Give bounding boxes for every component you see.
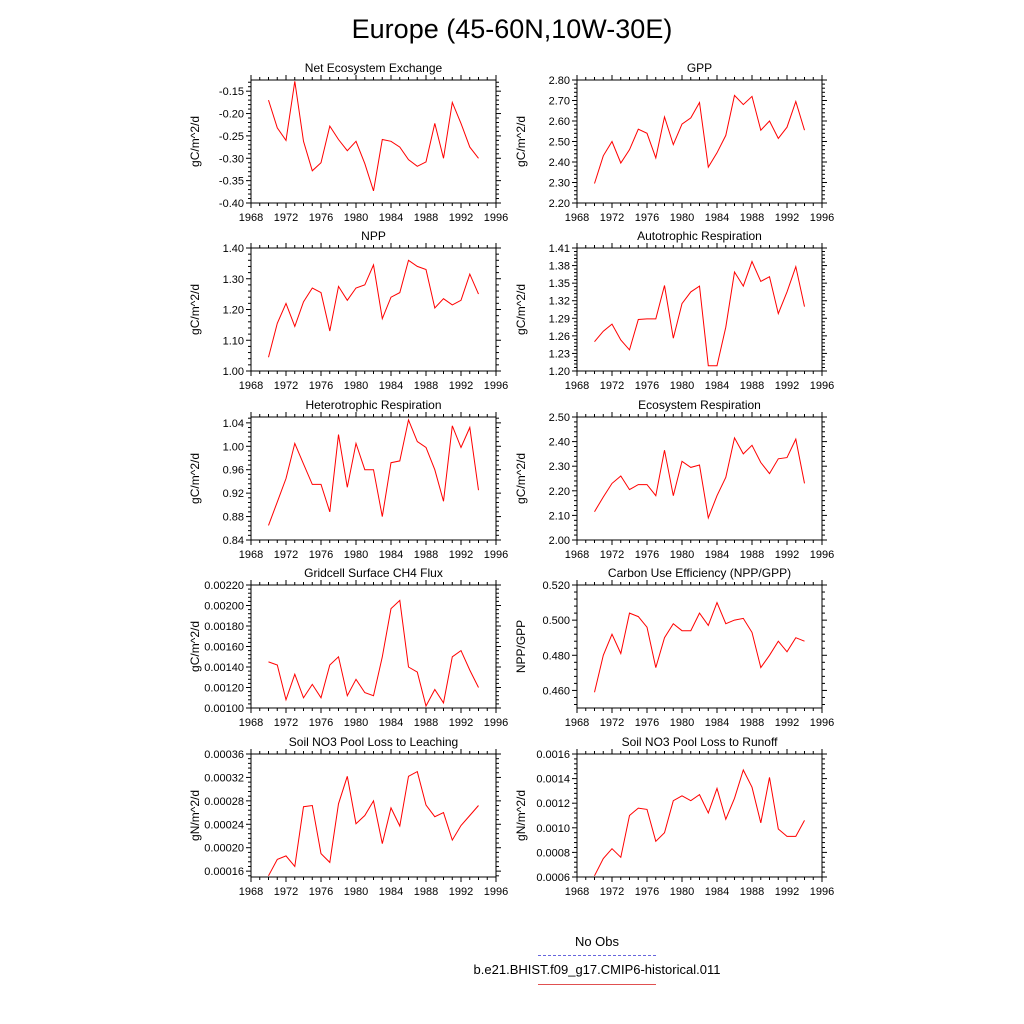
x-tick-label: 1972 — [599, 886, 625, 898]
plot-frame — [577, 80, 822, 203]
legend-label-no-obs: No Obs — [574, 934, 620, 949]
y-tick-label: 2.70 — [548, 95, 570, 108]
x-tick-label: 1988 — [413, 380, 439, 392]
y-tick-label: 0.0006 — [536, 872, 570, 884]
x-tick-label: 1984 — [378, 717, 404, 729]
y-axis-label: gN/m^2/d — [514, 790, 528, 841]
x-tick-label: 1980 — [343, 717, 369, 729]
plot-frame — [577, 248, 822, 371]
y-tick-label: 0.00024 — [204, 819, 244, 832]
x-tick-label: 1980 — [343, 886, 369, 898]
y-tick-label: 0.00140 — [204, 662, 244, 674]
x-tick-label: 1980 — [343, 380, 369, 392]
y-tick-label: 0.520 — [542, 580, 570, 592]
x-tick-label: 1972 — [599, 717, 625, 729]
x-tick-label: 1968 — [238, 212, 264, 224]
y-tick-label: 1.00 — [222, 366, 244, 378]
x-tick-label: 1976 — [634, 549, 660, 561]
x-tick-label: 1976 — [308, 380, 334, 392]
series-line — [269, 260, 479, 357]
panel-title: Net Ecosystem Exchange — [304, 61, 443, 75]
series-line — [595, 770, 805, 876]
x-tick-label: 1988 — [413, 212, 439, 224]
x-tick-label: 1992 — [448, 886, 474, 898]
series-line — [269, 81, 479, 191]
panel-title: Soil NO3 Pool Loss to Leaching — [288, 735, 459, 749]
y-axis-label: gC/m^2/d — [188, 116, 202, 167]
panel-title: Gridcell Surface CH4 Flux — [304, 566, 443, 580]
series-line — [269, 420, 479, 526]
x-tick-label: 1972 — [599, 212, 625, 224]
y-tick-label: 0.00032 — [204, 772, 244, 785]
x-tick-label: 1968 — [564, 717, 590, 729]
x-tick-label: 1996 — [483, 380, 509, 392]
x-tick-label: 1988 — [413, 717, 439, 729]
series-line — [269, 772, 479, 876]
y-tick-label: 0.0010 — [536, 822, 570, 835]
x-tick-label: 1968 — [238, 717, 264, 729]
y-tick-label: 1.41 — [548, 243, 570, 255]
x-tick-label: 1992 — [774, 549, 800, 561]
y-tick-label: 0.0008 — [536, 847, 570, 860]
y-tick-label: 2.30 — [548, 177, 570, 190]
x-tick-label: 1996 — [483, 549, 509, 561]
x-tick-label: 1996 — [809, 549, 835, 561]
x-tick-label: 1988 — [413, 886, 439, 898]
panel-title: Ecosystem Respiration — [638, 398, 761, 412]
x-tick-label: 1968 — [238, 380, 264, 392]
plot-frame — [251, 80, 496, 203]
y-tick-label: 2.20 — [548, 198, 570, 210]
y-tick-label: 1.23 — [548, 348, 570, 361]
y-tick-label: 1.35 — [548, 278, 570, 291]
x-tick-label: 1976 — [634, 886, 660, 898]
y-tick-label: 1.30 — [222, 273, 244, 286]
x-tick-label: 1976 — [308, 212, 334, 224]
y-axis-label: gC/m^2/d — [188, 284, 202, 335]
y-tick-label: 0.480 — [542, 650, 570, 663]
x-tick-label: 1972 — [273, 212, 299, 224]
y-tick-label: 0.00120 — [204, 682, 244, 695]
y-tick-label: 2.50 — [548, 136, 570, 149]
x-tick-label: 1992 — [774, 380, 800, 392]
x-tick-label: 1980 — [669, 886, 695, 898]
x-tick-label: 1996 — [483, 886, 509, 898]
panel-9 — [188, 735, 508, 898]
x-tick-label: 1968 — [564, 886, 590, 898]
x-tick-label: 1976 — [308, 886, 334, 898]
plot-frame — [251, 585, 496, 708]
panel-5 — [188, 398, 508, 561]
x-tick-label: 1972 — [273, 717, 299, 729]
x-tick-label: 1984 — [704, 886, 730, 898]
x-tick-label: 1984 — [378, 212, 404, 224]
y-tick-label: 1.00 — [222, 441, 244, 454]
x-tick-label: 1996 — [483, 212, 509, 224]
y-tick-label: 0.00020 — [204, 842, 244, 855]
legend-label-model-run: b.e21.BHIST.f09_g17.CMIP6-historical.011 — [473, 962, 721, 977]
x-tick-label: 1984 — [704, 212, 730, 224]
x-tick-label: 1988 — [739, 549, 765, 561]
x-tick-label: 1984 — [378, 549, 404, 561]
y-tick-label: -0.25 — [218, 130, 244, 143]
y-axis-label: gC/m^2/d — [188, 621, 202, 672]
x-tick-label: 1996 — [809, 212, 835, 224]
panel-7 — [188, 566, 508, 729]
panel-3 — [188, 229, 508, 392]
x-tick-label: 1972 — [599, 380, 625, 392]
plot-frame — [251, 417, 496, 540]
y-tick-label: 1.38 — [548, 260, 570, 273]
y-tick-label: 0.84 — [222, 535, 244, 547]
panel-title: GPP — [686, 61, 713, 75]
x-tick-label: 1980 — [669, 549, 695, 561]
x-tick-label: 1980 — [343, 549, 369, 561]
y-tick-label: 2.20 — [548, 485, 570, 498]
y-tick-label: 2.50 — [548, 412, 570, 424]
x-tick-label: 1992 — [448, 212, 474, 224]
x-tick-label: 1968 — [564, 380, 590, 392]
x-tick-label: 1984 — [704, 717, 730, 729]
panel-title: Carbon Use Efficiency (NPP/GPP) — [607, 566, 792, 580]
y-tick-label: 0.96 — [222, 464, 244, 477]
y-tick-label: -0.35 — [218, 175, 244, 188]
y-tick-label: 0.00180 — [204, 621, 244, 633]
x-tick-label: 1976 — [634, 380, 660, 392]
x-tick-label: 1972 — [273, 380, 299, 392]
x-tick-label: 1976 — [308, 549, 334, 561]
x-tick-label: 1976 — [634, 212, 660, 224]
x-tick-label: 1972 — [273, 886, 299, 898]
x-tick-label: 1992 — [448, 549, 474, 561]
x-tick-label: 1992 — [774, 212, 800, 224]
series-line — [595, 438, 805, 518]
x-tick-label: 1988 — [739, 886, 765, 898]
panel-10 — [514, 735, 834, 898]
x-tick-label: 1976 — [308, 717, 334, 729]
x-tick-label: 1972 — [599, 549, 625, 561]
x-tick-label: 1996 — [809, 886, 835, 898]
panel-title: Heterotrophic Respiration — [305, 398, 442, 412]
y-axis-label: gN/m^2/d — [188, 790, 202, 841]
x-tick-label: 1968 — [238, 549, 264, 561]
y-tick-label: -0.15 — [218, 86, 244, 99]
y-axis-label: NPP/GPP — [514, 619, 528, 674]
x-tick-label: 1980 — [343, 212, 369, 224]
plot-frame — [577, 754, 822, 877]
y-tick-label: 0.00160 — [204, 641, 244, 654]
y-axis-label: gC/m^2/d — [514, 453, 528, 504]
y-tick-label: 0.92 — [222, 488, 244, 501]
y-tick-label: 0.00220 — [204, 580, 244, 592]
y-tick-label: 2.30 — [548, 461, 570, 474]
x-tick-label: 1984 — [704, 380, 730, 392]
series-line — [595, 262, 805, 366]
y-tick-label: 0.00028 — [204, 795, 244, 808]
x-tick-label: 1988 — [413, 549, 439, 561]
y-tick-label: -0.40 — [218, 198, 244, 210]
y-tick-label: 0.88 — [222, 511, 244, 524]
x-tick-label: 1992 — [448, 380, 474, 392]
y-tick-label: 0.00016 — [204, 866, 244, 879]
x-tick-label: 1988 — [739, 717, 765, 729]
y-tick-label: 2.80 — [548, 75, 570, 87]
y-tick-label: 0.00036 — [204, 749, 244, 761]
y-tick-label: 2.00 — [548, 535, 570, 547]
plot-frame — [577, 585, 822, 708]
y-axis-label: gC/m^2/d — [188, 453, 202, 504]
y-tick-label: 0.0016 — [536, 749, 570, 761]
panel-title: Soil NO3 Pool Loss to Runoff — [621, 735, 778, 749]
y-tick-label: -0.30 — [218, 153, 244, 166]
y-axis-label: gC/m^2/d — [514, 116, 528, 167]
series-line — [595, 603, 805, 693]
y-tick-label: 2.40 — [548, 436, 570, 449]
x-tick-label: 1992 — [448, 717, 474, 729]
y-tick-label: 1.20 — [548, 366, 570, 378]
x-tick-label: 1980 — [669, 380, 695, 392]
y-tick-label: 2.60 — [548, 116, 570, 128]
x-tick-label: 1984 — [378, 380, 404, 392]
series-line — [595, 95, 805, 183]
y-tick-label: 1.10 — [222, 335, 244, 348]
x-tick-label: 1996 — [809, 380, 835, 392]
y-tick-label: 2.10 — [548, 510, 570, 523]
panel-6 — [514, 398, 834, 561]
x-tick-label: 1976 — [634, 717, 660, 729]
series-line — [269, 600, 479, 706]
y-tick-label: 0.00100 — [204, 703, 244, 715]
panel-8 — [514, 566, 834, 729]
y-tick-label: 1.04 — [222, 417, 244, 430]
y-tick-label: 0.500 — [542, 615, 570, 628]
plot-frame — [577, 417, 822, 540]
x-tick-label: 1980 — [669, 717, 695, 729]
panel-title: Autotrophic Respiration — [637, 229, 762, 243]
y-tick-label: 0.00200 — [204, 600, 244, 613]
y-tick-label: 0.460 — [542, 685, 570, 698]
y-tick-label: 1.26 — [548, 330, 570, 343]
x-tick-label: 1992 — [774, 886, 800, 898]
x-tick-label: 1996 — [809, 717, 835, 729]
x-tick-label: 1972 — [273, 549, 299, 561]
y-axis-label: gC/m^2/d — [514, 284, 528, 335]
panel-1 — [188, 61, 508, 224]
x-tick-label: 1996 — [483, 717, 509, 729]
panel-2 — [514, 61, 834, 224]
y-tick-label: 1.20 — [222, 304, 244, 317]
y-tick-label: 1.32 — [548, 295, 570, 308]
y-tick-label: 2.40 — [548, 157, 570, 169]
x-tick-label: 1988 — [739, 212, 765, 224]
y-tick-label: 0.0012 — [536, 798, 570, 811]
x-tick-label: 1984 — [378, 886, 404, 898]
y-tick-label: 1.29 — [548, 313, 570, 326]
x-tick-label: 1984 — [704, 549, 730, 561]
y-tick-label: 1.40 — [222, 243, 244, 255]
x-tick-label: 1968 — [564, 212, 590, 224]
page-title: Europe (45-60N,10W-30E) — [351, 14, 673, 44]
x-tick-label: 1988 — [739, 380, 765, 392]
x-tick-label: 1968 — [564, 549, 590, 561]
y-tick-label: -0.20 — [218, 108, 244, 121]
panel-title: NPP — [361, 229, 386, 243]
x-tick-label: 1980 — [669, 212, 695, 224]
x-tick-label: 1968 — [238, 886, 264, 898]
y-tick-label: 0.0014 — [536, 773, 570, 786]
x-tick-label: 1992 — [774, 717, 800, 729]
panel-4 — [514, 229, 834, 392]
